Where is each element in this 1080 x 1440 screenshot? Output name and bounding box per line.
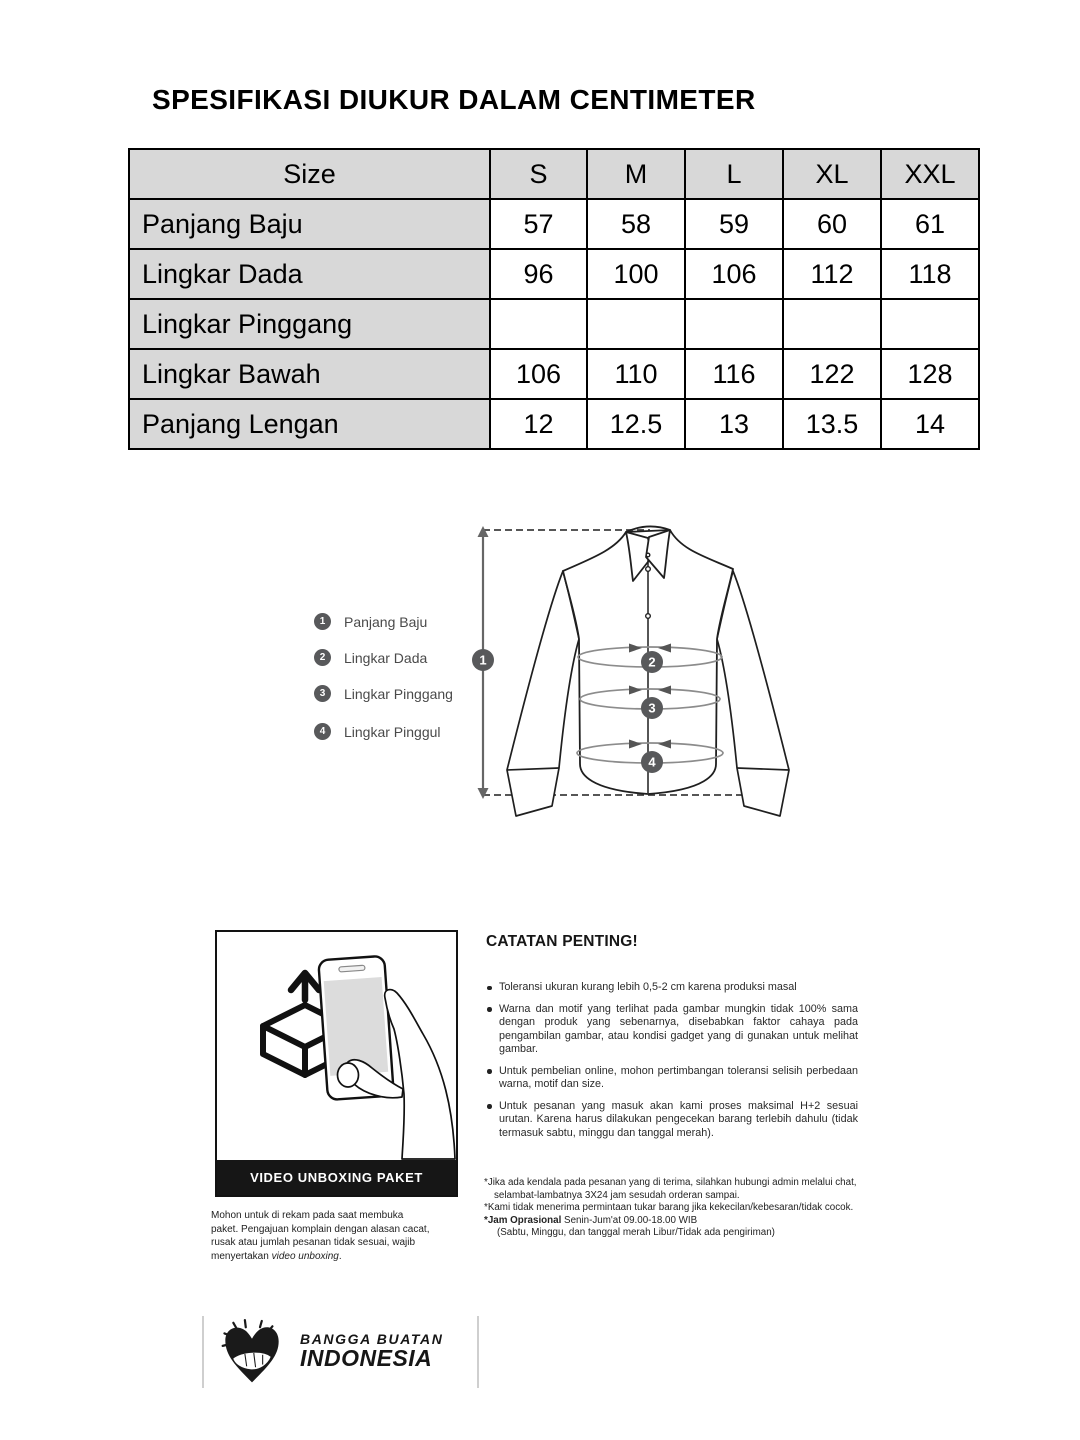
table-cell: 128 bbox=[881, 349, 979, 399]
legend-item bbox=[314, 723, 441, 740]
table-cell: 14 bbox=[881, 399, 979, 449]
unboxing-note-end: . bbox=[338, 1250, 342, 1262]
legend-number-badge: 2 bbox=[314, 649, 331, 666]
table-cell bbox=[783, 299, 881, 349]
legend-item bbox=[314, 685, 453, 702]
arrow-down-icon bbox=[478, 788, 489, 799]
legend-label: Lingkar Pinggang bbox=[344, 685, 453, 702]
footnote-bold-label: *Jam Oprasional bbox=[484, 1214, 562, 1226]
table-cell: 61 bbox=[881, 199, 979, 249]
unboxing-note-text: Mohon untuk di rekam pada saat membuka paket. Pengajuan komplain dengan alasan cacat, rusak atau jumlah pesanan tidak sesuai, wajib menyertakan bbox=[211, 1210, 430, 1262]
legend-number-badge: 3 bbox=[314, 685, 331, 702]
table-cell: 13 bbox=[685, 399, 783, 449]
size-table bbox=[128, 148, 980, 450]
badge-number: 4 bbox=[648, 754, 656, 770]
table-header-cell: XL bbox=[783, 149, 881, 199]
table-header-cell: Size bbox=[129, 149, 490, 199]
page-title: SPESIFIKASI DIUKUR DALAM CENTIMETER bbox=[152, 84, 756, 115]
footnote bbox=[484, 1177, 920, 1202]
table-row bbox=[129, 349, 979, 399]
table-cell: 59 bbox=[685, 199, 783, 249]
footnote: (Sabtu, Minggu, dan tanggal merah Libur/Tidak ada pengiriman) bbox=[497, 1227, 775, 1239]
table-cell: 110 bbox=[587, 349, 685, 399]
table-cell: 118 bbox=[881, 249, 979, 299]
table-row bbox=[129, 399, 979, 449]
table-cell bbox=[587, 299, 685, 349]
table-cell bbox=[881, 299, 979, 349]
legend-item bbox=[314, 613, 427, 630]
row-label: Lingkar Bawah bbox=[129, 349, 490, 399]
table-cell: 112 bbox=[783, 249, 881, 299]
unboxing-illustration bbox=[217, 932, 456, 1160]
footnote-text: *Jika ada kendala pada pesanan yang di terima, silahkan hubungi admin melalui chat, bbox=[484, 1177, 857, 1188]
table-row bbox=[129, 299, 979, 349]
unboxing-note bbox=[211, 1209, 433, 1263]
footnote-text: selambat-lambatnya 3X24 jam sesudah orderan sampai. bbox=[494, 1189, 740, 1201]
table-cell: 122 bbox=[783, 349, 881, 399]
table-cell bbox=[685, 299, 783, 349]
row-label: Panjang Lengan bbox=[129, 399, 490, 449]
badge-number: 1 bbox=[479, 652, 487, 668]
arrow-up-icon bbox=[291, 973, 319, 1000]
table-cell: 57 bbox=[490, 199, 587, 249]
table-cell bbox=[490, 299, 587, 349]
unboxing-note-italic: video unboxing bbox=[271, 1250, 339, 1262]
footnote: *Kami tidak menerima permintaan tukar barang jika kekecilan/kebesaran/tidak cocok. bbox=[484, 1202, 854, 1214]
table-cell: 13.5 bbox=[783, 399, 881, 449]
notes-heading: CATATAN PENTING! bbox=[486, 933, 638, 950]
bangga-buatan-indonesia-logo-icon bbox=[220, 1318, 284, 1388]
shirt-button bbox=[646, 614, 651, 619]
legend-label: Lingkar Dada bbox=[344, 649, 428, 666]
arrow-up-icon bbox=[478, 526, 489, 537]
row-label: Panjang Baju bbox=[129, 199, 490, 249]
shirt-button bbox=[646, 553, 650, 557]
note-bullet: Toleransi ukuran kurang lebih 0,5-2 cm karena produksi masal bbox=[486, 981, 858, 995]
badge-number: 3 bbox=[648, 700, 656, 716]
note-bullet: Untuk pesanan yang masuk akan kami proses maksimal H+2 sesuai urutan. Karena harus dilakukan pengecekan barang terlebih dahulu (tidak termasuk sabtu, minggu dan tanggal merah). bbox=[486, 1100, 858, 1141]
table-header-cell: S bbox=[490, 149, 587, 199]
legend-item bbox=[314, 649, 427, 666]
unboxing-box bbox=[215, 930, 458, 1197]
legend-number-badge: 4 bbox=[314, 723, 331, 740]
note-bullet: Untuk pembelian online, mohon pertimbangan toleransi selisih perbedaan warna, motif dan size. bbox=[486, 1065, 858, 1092]
table-cell: 106 bbox=[490, 349, 587, 399]
table-cell: 106 bbox=[685, 249, 783, 299]
table-cell: 116 bbox=[685, 349, 783, 399]
footnote bbox=[484, 1215, 920, 1228]
footnote-text: Senin-Jum'at 09.00-18.00 WIB bbox=[561, 1214, 698, 1226]
branding-footer bbox=[202, 1316, 479, 1388]
table-cell: 58 bbox=[587, 199, 685, 249]
note-bullet: Warna dan motif yang terlihat pada gambar mungkin tidak 100% sama dengan produk yang sebenarnya, disebabkan faktor cahaya pada pengambilan gambar, atau kondisi gadget yang di gunakan untuk melihat gambar. bbox=[486, 1003, 858, 1057]
brand-text-line2: INDONESIA bbox=[300, 1345, 433, 1371]
shirt-measurement-diagram bbox=[440, 512, 860, 842]
row-label: Lingkar Pinggang bbox=[129, 299, 490, 349]
table-cell: 96 bbox=[490, 249, 587, 299]
table-cell: 100 bbox=[587, 249, 685, 299]
table-cell: 60 bbox=[783, 199, 881, 249]
notes-bullet-list bbox=[486, 981, 858, 1148]
table-header-row bbox=[129, 149, 979, 199]
table-header-cell: M bbox=[587, 149, 685, 199]
table-row bbox=[129, 199, 979, 249]
table-header-cell: XXL bbox=[881, 149, 979, 199]
legend-label: Lingkar Pinggul bbox=[344, 723, 441, 740]
row-label: Lingkar Dada bbox=[129, 249, 490, 299]
table-row bbox=[129, 249, 979, 299]
brand-text-line1: BANGGA BUATAN bbox=[300, 1331, 444, 1347]
table-header-cell: L bbox=[685, 149, 783, 199]
badge-number: 2 bbox=[648, 654, 656, 670]
table-cell: 12.5 bbox=[587, 399, 685, 449]
legend-label: Panjang Baju bbox=[344, 613, 428, 630]
unboxing-caption-bar: VIDEO UNBOXING PAKET bbox=[217, 1160, 456, 1195]
footnotes bbox=[484, 1177, 920, 1240]
shirt-button bbox=[646, 567, 651, 572]
table-cell: 12 bbox=[490, 399, 587, 449]
legend-number-badge: 1 bbox=[314, 613, 331, 630]
